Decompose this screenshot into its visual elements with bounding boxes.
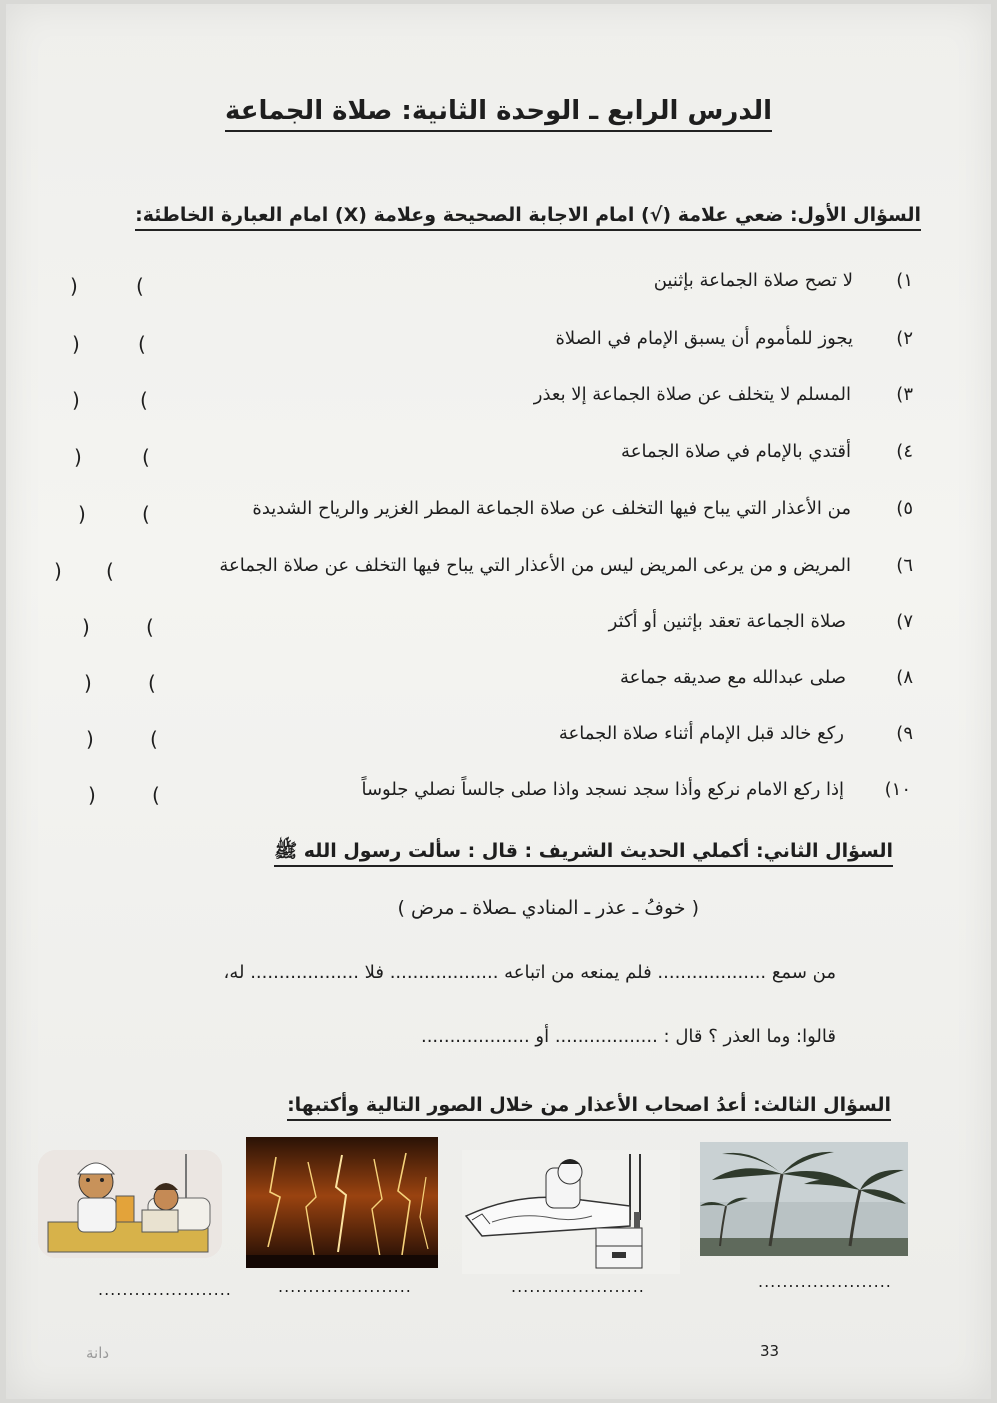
q1-item-text: المريض و من يرعى المريض ليس من الأعذار التي يباح فيها التخلف عن صلاة الجماعة xyxy=(219,555,851,576)
q1-item-number: ٩) xyxy=(896,723,913,744)
answer-box-close-paren[interactable]: ) xyxy=(84,671,92,695)
q3-heading-text: السؤال الثالث: أعدُ اصحاب الأعذار من خلال الصور التالية وأكتبها: xyxy=(287,1094,891,1121)
q2-hadith-line-2: قالوا: وما العذر ؟ قال : .................. أو ................... xyxy=(420,1026,836,1047)
answer-blank-2[interactable]: ...................... xyxy=(278,1277,412,1296)
q1-item-number: ١٠) xyxy=(884,779,911,800)
q1-heading-text: السؤال الأول: ضعي علامة (√) امام الاجابة الصحيحة وعلامة (X) امام العبارة الخاطئة: xyxy=(135,204,921,231)
q1-item-number: ٧) xyxy=(896,611,913,632)
q1-item-number: ٣) xyxy=(896,384,913,405)
answer-box-close-paren[interactable]: ) xyxy=(74,445,82,469)
answer-box-open-paren[interactable]: ( xyxy=(146,615,154,639)
answer-box-close-paren[interactable]: ) xyxy=(72,332,80,356)
answer-box-close-paren[interactable]: ) xyxy=(82,615,90,639)
answer-box-close-paren[interactable]: ) xyxy=(72,388,80,412)
q1-item-number: ٢) xyxy=(896,328,913,349)
answer-box-close-paren[interactable]: ) xyxy=(70,274,78,298)
sick-in-bed-image xyxy=(462,1150,680,1274)
answer-blank-4[interactable]: ...................... xyxy=(758,1272,892,1291)
q1-item-text: ركع خالد قبل الإمام أثناء صلاة الجماعة xyxy=(558,723,844,744)
answer-box-open-paren[interactable]: ( xyxy=(138,332,146,356)
answer-box-open-paren[interactable]: ( xyxy=(148,671,156,695)
answer-blank-1[interactable]: ...................... xyxy=(98,1280,232,1299)
q1-item-text: إذا ركع الامام نركع وأذا سجد نسجد واذا صلى جالساً نصلي جلوساً xyxy=(361,779,844,800)
q1-item-text: لا تصح صلاة الجماعة بإثنين xyxy=(653,270,853,291)
q3-heading xyxy=(287,1094,891,1116)
q1-item-number: ٤) xyxy=(896,441,913,462)
page-number: 33 xyxy=(760,1342,780,1360)
q1-item-number: ٦) xyxy=(896,555,913,576)
worksheet-page xyxy=(6,4,991,1399)
q1-heading xyxy=(135,204,921,226)
strong-wind-icon xyxy=(700,1142,908,1256)
answer-box-open-paren[interactable]: ( xyxy=(152,783,160,807)
q1-item-text: المسلم لا يتخلف عن صلاة الجماعة إلا بعذر xyxy=(533,384,851,405)
lightning-storm-icon xyxy=(246,1137,438,1268)
answer-box-open-paren[interactable]: ( xyxy=(142,445,150,469)
q1-item-text: من الأعذار التي يباح فيها التخلف عن صلاة الجماعة المطر الغزير والرياح الشديدة xyxy=(252,498,851,519)
answer-box-open-paren[interactable]: ( xyxy=(150,727,158,751)
q2-heading xyxy=(274,839,893,867)
answer-box-open-paren[interactable]: ( xyxy=(136,274,144,298)
answer-box-open-paren[interactable]: ( xyxy=(142,502,150,526)
q1-item-number: ٨) xyxy=(896,667,913,688)
answer-blank-3[interactable]: ...................... xyxy=(511,1277,645,1296)
q2-heading-text: السؤال الثاني: أكملي الحديث الشريف : قال : سألت رسول الله ﷺ xyxy=(274,840,893,867)
answer-box-close-paren[interactable]: ) xyxy=(88,783,96,807)
q1-item-text: صلى عبدالله مع صديقه جماعة xyxy=(620,667,846,688)
lightning-storm-image xyxy=(246,1137,438,1268)
answer-box-open-paren[interactable]: ( xyxy=(106,559,114,583)
q1-item-text: أقتدي بالإمام في صلاة الجماعة xyxy=(621,441,851,462)
answer-box-close-paren[interactable]: ) xyxy=(78,502,86,526)
q1-item-text: يجوز للمأموم أن يسبق الإمام في الصلاة xyxy=(555,328,853,349)
q2-hadith-line-1: من سمع ................... فلم يمنعه من اتباعه ................... فلا ................... له، xyxy=(223,962,836,983)
q1-item-number: ٥) xyxy=(896,498,913,519)
answer-box-open-paren[interactable]: ( xyxy=(140,388,148,412)
answer-box-close-paren[interactable]: ) xyxy=(54,559,62,583)
q1-item-text: صلاة الجماعة تعقد بإثنين أو أكثر xyxy=(608,611,846,632)
q1-item-number: ١) xyxy=(896,270,913,291)
q2-word-bank: ( خوفُ ـ عذر ـ المنادي ـصلاة ـ مرض ) xyxy=(397,897,699,919)
answer-box-close-paren[interactable]: ) xyxy=(86,727,94,751)
sick-person-care-icon xyxy=(38,1150,222,1258)
page-title xyxy=(6,96,991,126)
sick-in-bed-icon xyxy=(462,1150,680,1274)
watermark: دانة xyxy=(86,1344,110,1362)
strong-wind-image xyxy=(700,1142,908,1256)
sick-person-care-image xyxy=(38,1150,222,1258)
page-title-text: الدرس الرابع ـ الوحدة الثانية: صلاة الجماعة xyxy=(225,96,772,132)
